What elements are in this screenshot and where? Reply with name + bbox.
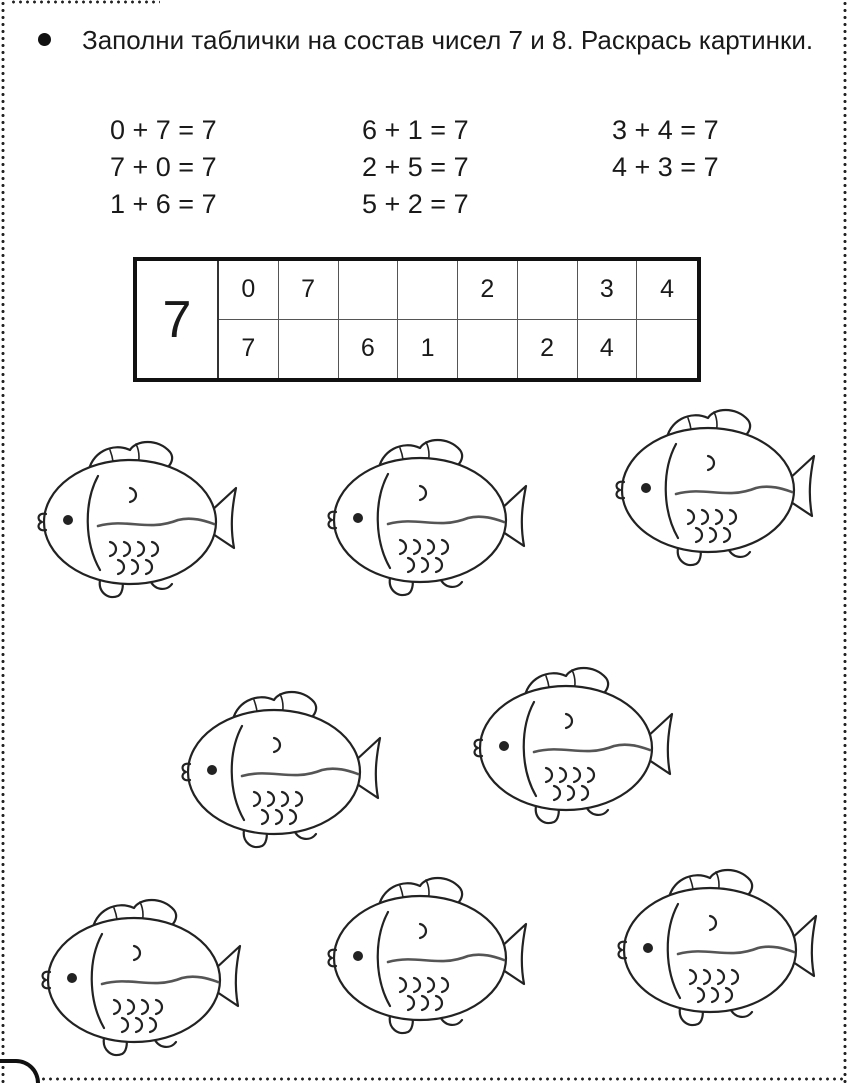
equations-block — [0, 112, 853, 232]
equation: 1 + 6 = 7 — [110, 189, 217, 219]
table-cell-top[interactable] — [398, 261, 458, 320]
equation: 2 + 5 = 7 — [362, 152, 469, 182]
instruction-text: Заполни таблички на состав чисел 7 и 8. Раскрась картинки. — [82, 25, 814, 55]
table-cell-bottom[interactable] — [458, 320, 518, 379]
equation: 7 + 0 = 7 — [110, 152, 217, 182]
table-cell-top[interactable]: 2 — [458, 261, 518, 320]
table-number: 7 — [137, 261, 219, 378]
table-cell-bottom[interactable]: 6 — [339, 320, 399, 379]
fish-icon[interactable] — [22, 888, 252, 1068]
table-cell-top[interactable]: 7 — [279, 261, 339, 320]
fish-icon[interactable] — [18, 430, 248, 610]
table-cell-bottom[interactable]: 1 — [398, 320, 458, 379]
table-cell-top[interactable]: 4 — [637, 261, 697, 320]
table-grid — [219, 261, 697, 378]
fish-icon[interactable] — [454, 656, 684, 836]
equation: 4 + 3 = 7 — [612, 152, 719, 182]
table-cell-top[interactable] — [339, 261, 399, 320]
equations-column-3 — [612, 112, 719, 186]
table-cell-bottom[interactable] — [637, 320, 697, 379]
table-cell-top[interactable]: 0 — [219, 261, 279, 320]
bullet-icon — [38, 33, 51, 46]
equation: 0 + 7 = 7 — [110, 115, 217, 145]
table-cell-bottom[interactable]: 7 — [219, 320, 279, 379]
fish-icon[interactable] — [308, 428, 538, 608]
equation: 3 + 4 = 7 — [612, 115, 719, 145]
dotted-border-bottom — [40, 1077, 845, 1081]
dotted-border-top — [10, 0, 160, 4]
fish-icon[interactable] — [308, 866, 538, 1046]
table-cell-bottom[interactable]: 4 — [578, 320, 638, 379]
table-cell-bottom[interactable]: 2 — [518, 320, 578, 379]
equation: 6 + 1 = 7 — [362, 115, 469, 145]
fish-icon[interactable] — [598, 858, 828, 1038]
table-cell-bottom[interactable] — [279, 320, 339, 379]
fish-icon[interactable] — [162, 680, 392, 860]
task-instruction — [56, 22, 826, 59]
table-cell-top[interactable] — [518, 261, 578, 320]
fish-icon[interactable] — [596, 398, 826, 578]
equation: 5 + 2 = 7 — [362, 189, 469, 219]
number-composition-table — [133, 257, 701, 382]
equations-column-1 — [110, 112, 217, 223]
table-cell-top[interactable]: 3 — [578, 261, 638, 320]
equations-column-2 — [362, 112, 469, 223]
